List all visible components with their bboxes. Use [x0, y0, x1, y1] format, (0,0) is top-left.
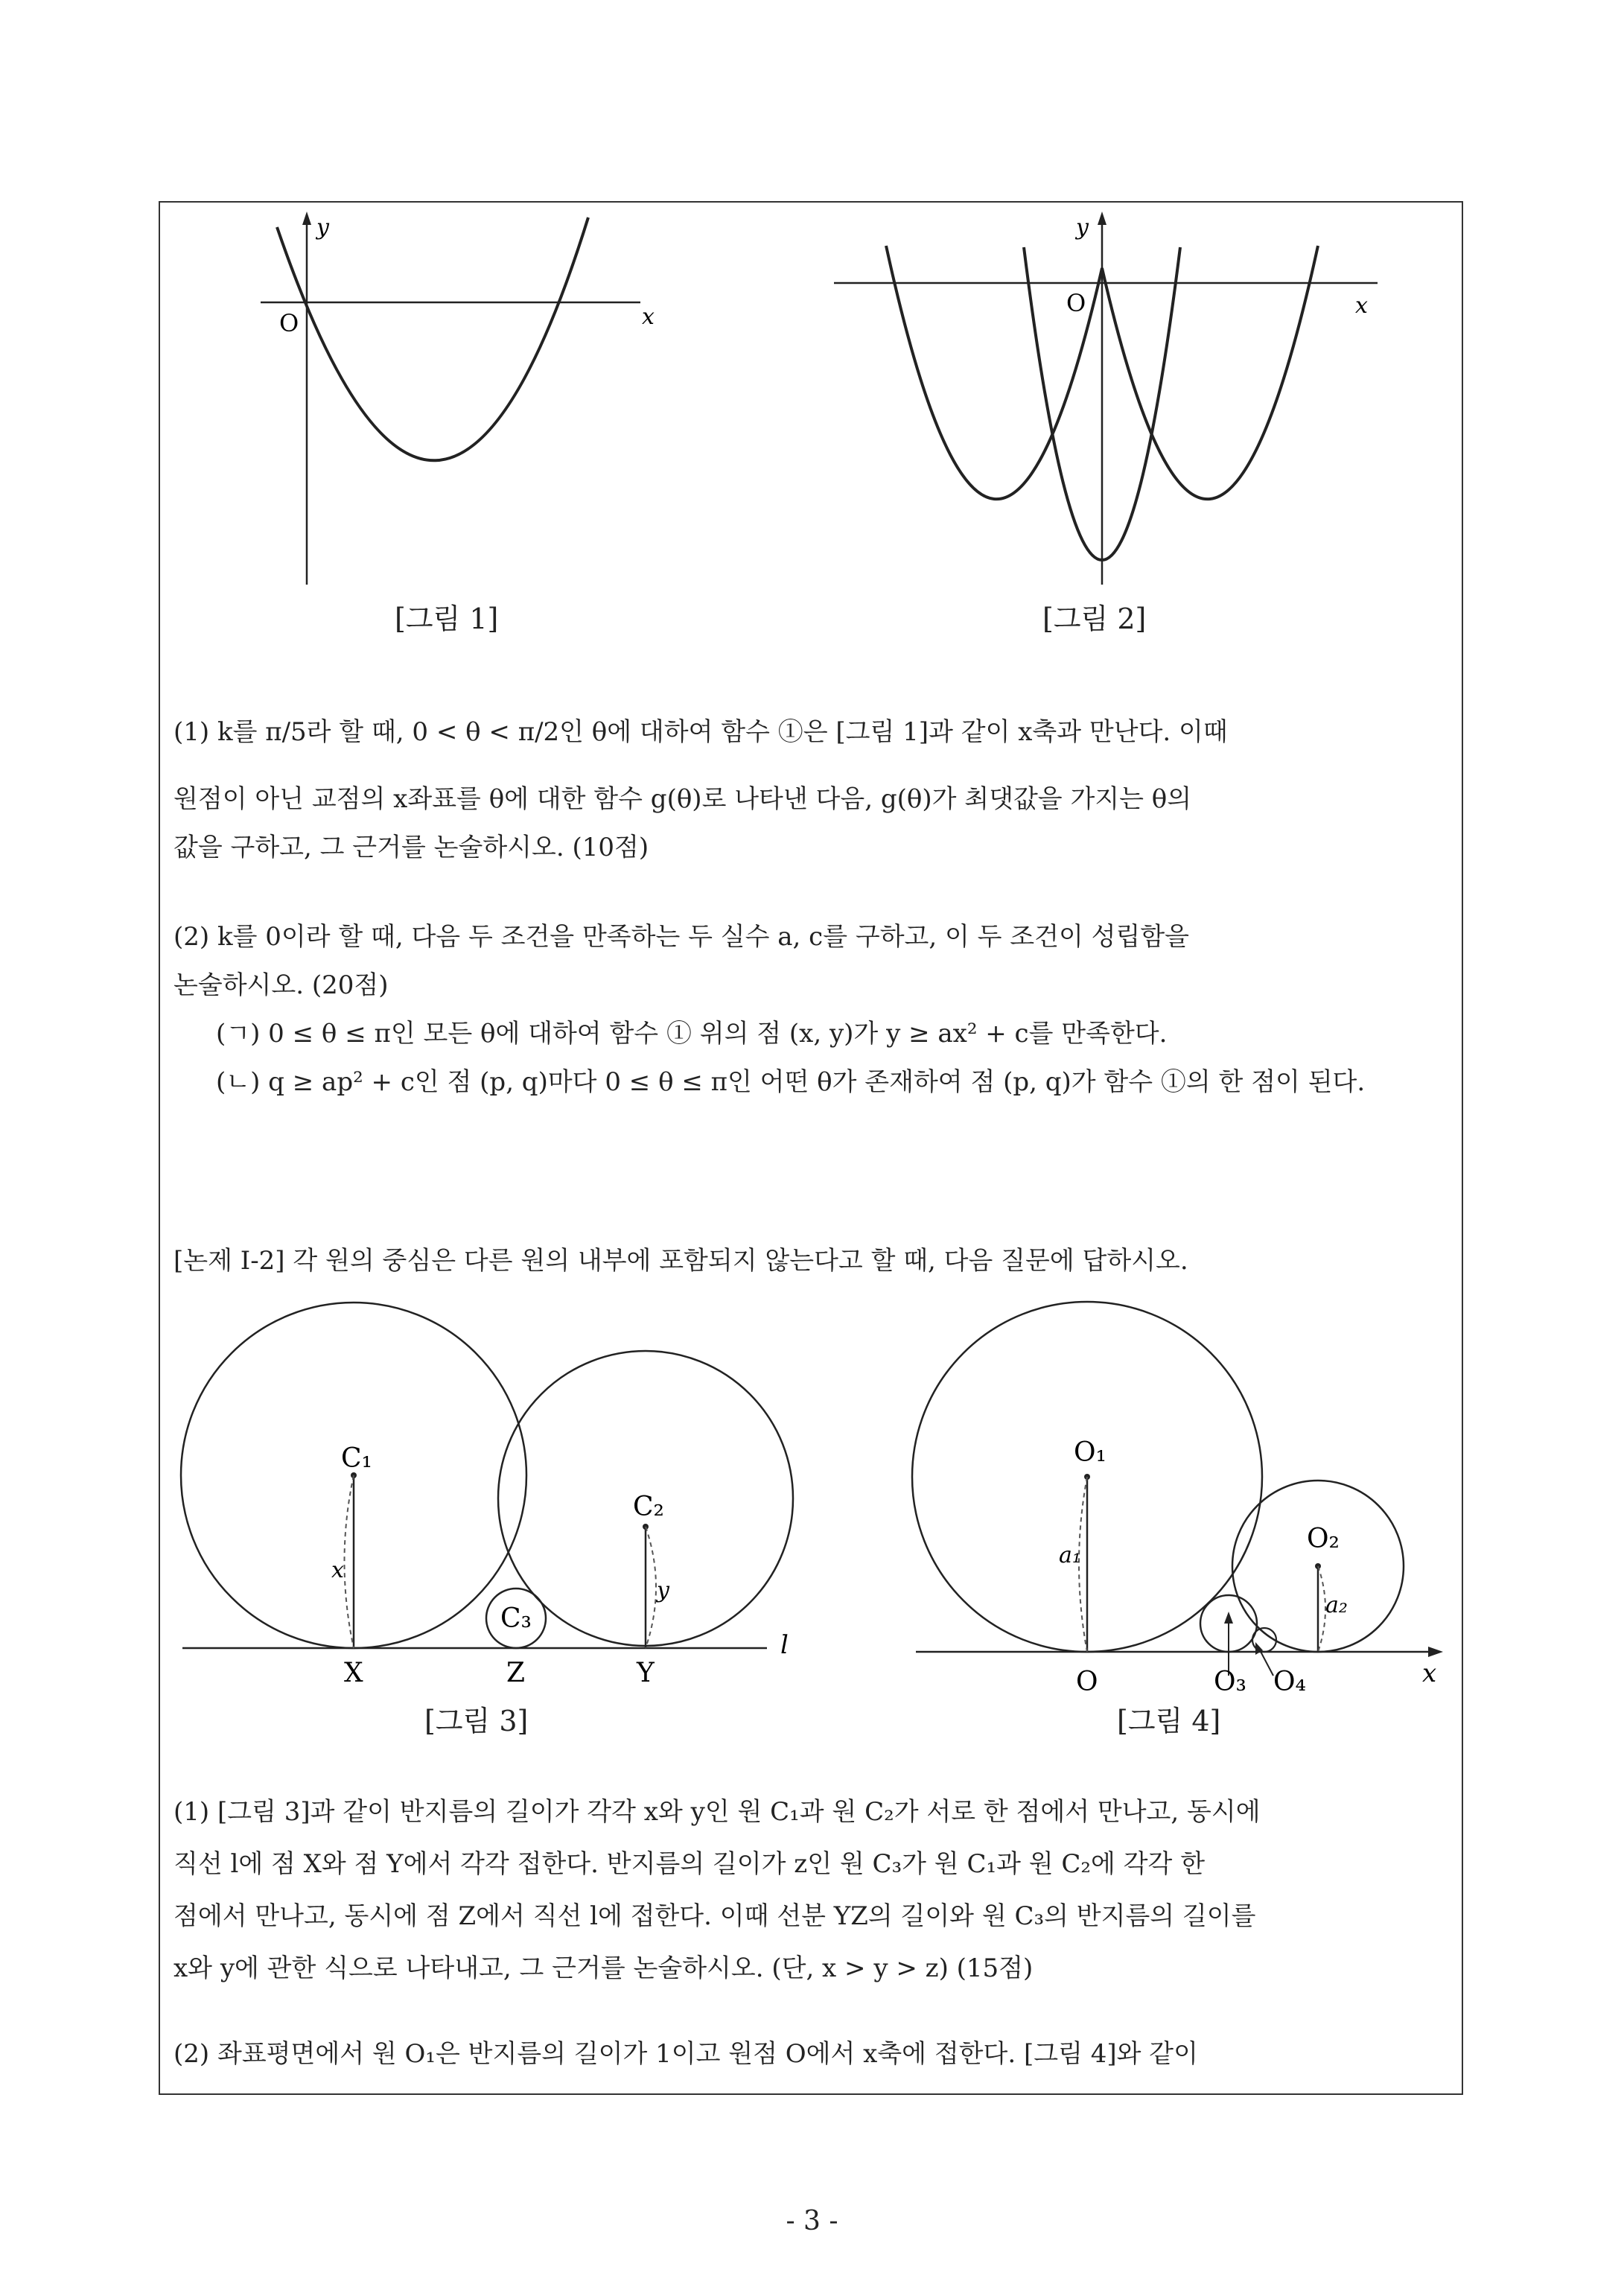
p1-condition-2: (ㄴ) q ≥ ap² + c인 점 (p, q)마다 0 ≤ θ ≤ π인 어떤 θ가 존재하여 점 (p, q)가 함수 ①의 한 점이 된다. — [216, 1067, 1366, 1097]
fig3-x-label: x — [331, 1557, 344, 1583]
p2-q1-line1: (1) [그림 3]과 같이 반지름의 길이가 각각 x와 y인 원 C₁과 원 C₂가 서로 한 점에서 만나고, 동시에 — [173, 1797, 1261, 1827]
figure-2 — [827, 209, 1392, 596]
fig4-a1-label: a₁ — [1059, 1542, 1081, 1568]
p1-q1-line1: (1) k를 π/5라 할 때, 0 < θ < π/2인 θ에 대하여 함수 ①은 [그림 1]과 같이 x축과 만난다. 이때 — [173, 717, 1228, 747]
p1-q2-line2: 논술하시오. (20점) — [173, 970, 389, 1000]
fig1-origin-label: O — [279, 309, 299, 337]
p2-q1-line3: 점에서 만나고, 동시에 점 Z에서 직선 l에 접한다. 이때 선분 YZ의 길이와 원 C₃의 반지름의 길이를 — [173, 1901, 1256, 1931]
fig4-O-label: O — [1076, 1667, 1098, 1697]
fig3-C1-label: C₁ — [341, 1443, 372, 1474]
fig3-Y-label: Y — [637, 1658, 655, 1688]
fig3-y-label: y — [657, 1577, 669, 1603]
figure-2-caption: [그림 2] — [1042, 602, 1147, 635]
p1-condition-1: (ㄱ) 0 ≤ θ ≤ π인 모든 θ에 대하여 함수 ① 위의 점 (x, y)가 y ≥ ax² + c를 만족한다. — [216, 1019, 1168, 1049]
figure-1-caption: [그림 1] — [395, 602, 499, 635]
p2-q1-line2: 직선 l에 점 X와 점 Y에서 각각 접한다. 반지름의 길이가 z인 원 C₃가 원 C₁과 원 C₂에 각각 한 — [173, 1849, 1206, 1879]
fig3-Z-label: Z — [506, 1658, 526, 1688]
fig3-C2-label: C₂ — [633, 1492, 664, 1522]
fig3-l-label: l — [780, 1630, 789, 1660]
fig4-O3-label: O₃ — [1214, 1667, 1246, 1697]
figure-3-graph — [171, 1326, 827, 1688]
p2-q1-line4: x와 y에 관한 식으로 나타내고, 그 근거를 논술하시오. (단, x > y > z) (15점) — [173, 1953, 1034, 1983]
figure-1 — [246, 209, 663, 596]
fig3-X-label: X — [344, 1658, 363, 1688]
figure-3-caption: [그림 3] — [424, 1705, 529, 1737]
fig3-C3-label: C₃ — [500, 1603, 532, 1634]
figure-4-caption: [그림 4] — [1117, 1705, 1221, 1737]
figure-4 — [901, 1326, 1467, 1697]
p2-q2-line1: (2) 좌표평면에서 원 O₁은 반지름의 길이가 1이고 원점 O에서 x축에 접한다. [그림 4]와 같이 — [173, 2039, 1198, 2069]
fig4-O1-label: O₁ — [1074, 1437, 1106, 1468]
fig2-x-label: x — [1355, 293, 1368, 319]
fig4-a2-label: a₂ — [1325, 1592, 1348, 1618]
figure-4-graph — [901, 1326, 1467, 1697]
p1-q1-line3: 값을 구하고, 그 근거를 논술하시오. (10점) — [173, 833, 649, 862]
fig4-O4-label: O₄ — [1273, 1667, 1306, 1697]
figure-1-graph — [246, 209, 663, 596]
figure-2-graph — [827, 209, 1392, 596]
fig2-y-label: y — [1076, 214, 1089, 241]
p2-intro: [논제 I-2] 각 원의 중심은 다른 원의 내부에 포함되지 않는다고 할 때, 다음 질문에 답하시오. — [173, 1246, 1188, 1276]
p1-q1-line2: 원점이 아닌 교점의 x좌표를 θ에 대한 함수 g(θ)로 나타낸 다음, g(θ)가 최댓값을 가지는 θ의 — [173, 784, 1192, 814]
page-number: - 3 - — [786, 2206, 838, 2236]
fig4-x-label: x — [1422, 1659, 1437, 1688]
p1-q2-line1: (2) k를 0이라 할 때, 다음 두 조건을 만족하는 두 실수 a, c를 구하고, 이 두 조건이 성립함을 — [173, 922, 1190, 952]
fig1-x-label: x — [642, 304, 655, 330]
fig4-O2-label: O₂ — [1307, 1524, 1340, 1554]
fig1-y-label: y — [316, 214, 329, 241]
fig2-origin-label: O — [1066, 289, 1086, 317]
figure-3 — [171, 1326, 827, 1688]
